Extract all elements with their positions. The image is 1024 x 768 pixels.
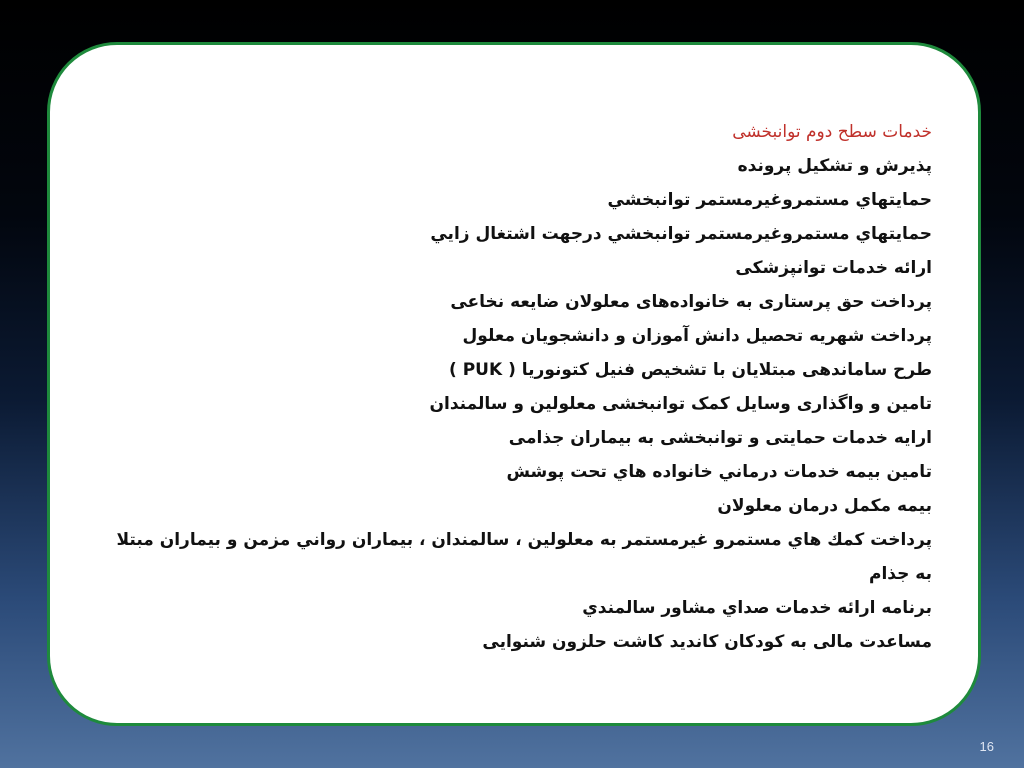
list-item: پرداخت کمك هاي مستمرو غيرمستمر به معلولين ، سالمندان ، بيماران رواني مزمن و بيماران مبتلا به جذام xyxy=(116,530,932,584)
slide-content xyxy=(102,115,932,659)
list-item: حمایتهاي مستمروغیرمستمر توانبخشي درجهت اشتغال زايي xyxy=(430,224,932,244)
list-item: طرح ساماندهی مبتلایان با تشخیص فنیل کتونوریا ( PUK ) xyxy=(449,360,932,380)
list-item: بیمه مکمل درمان معلولان xyxy=(717,496,932,516)
list-item: حمایتهاي مستمروغیرمستمر توانبخشي xyxy=(607,190,932,210)
list-item: ارائه خدمات توانپزشکی xyxy=(735,258,932,278)
slide-heading: خدمات سطح دوم توانبخشی xyxy=(732,122,932,142)
list-item: مساعدت مالی به کودکان کاندید کاشت حلزون شنوایی xyxy=(482,632,932,652)
list-item: پذیرش و تشکیل پرونده xyxy=(737,156,932,176)
slide-card xyxy=(47,42,981,726)
list-item: پرداخت شهریه تحصیل دانش آموزان و دانشجویان معلول xyxy=(462,326,932,346)
page-number: 16 xyxy=(979,739,994,754)
list-item: برنامه ارائه خدمات صداي مشاور سالمندي xyxy=(582,598,932,618)
list-item: ارایه خدمات حمایتی و توانبخشی به بیماران جذامی xyxy=(508,428,932,448)
list-item: پرداخت حق پرستاری به خانواده‌های معلولان ضایعه نخاعی xyxy=(450,292,932,312)
list-item: تامين بيمه خدمات درماني خانواده هاي تحت پوشش xyxy=(506,462,932,482)
list-item: تامین و واگذاری وسایل کمک توانبخشی معلولین و سالمندان xyxy=(429,394,932,414)
